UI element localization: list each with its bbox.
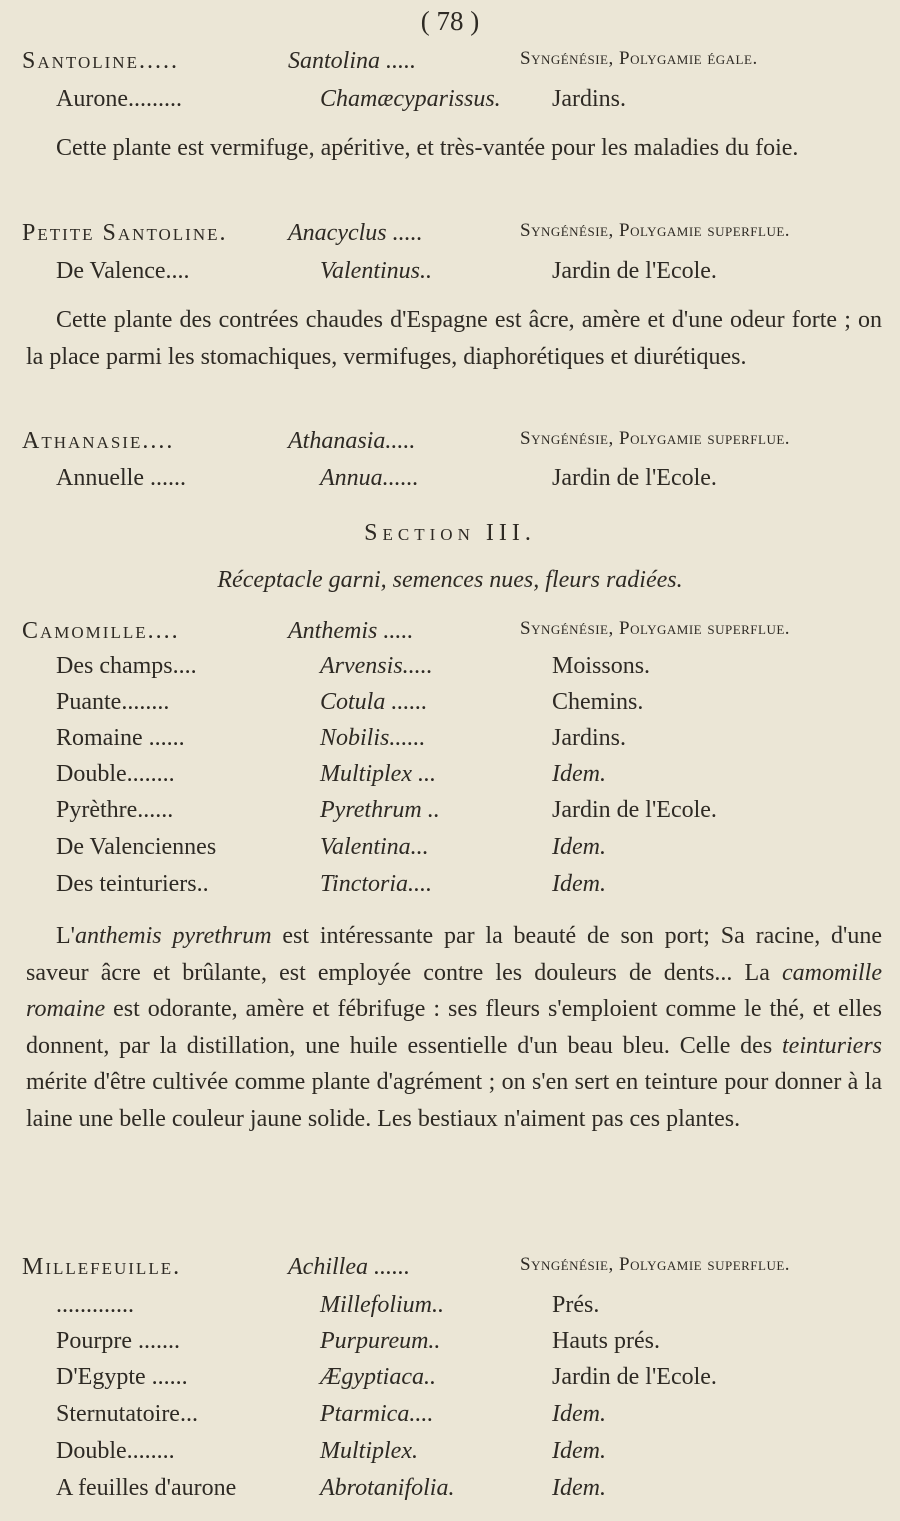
genus-french-name: Millefeuille. [22, 1254, 182, 1280]
note-camomille [26, 918, 882, 1138]
species-row [0, 1328, 900, 1364]
genus-french-name: Petite Santoline. [22, 220, 228, 246]
species-french-name: A feuilles d'aurone [56, 1475, 237, 1501]
species-latin-name: Tinctoria.... [320, 871, 433, 897]
species-french-name: Annuelle ...... [56, 465, 186, 491]
species-french-name: De Valenciennes [56, 834, 217, 860]
genus-row-athanasie [0, 428, 900, 464]
species-row [0, 1292, 900, 1328]
species-habitat: Idem. [552, 871, 606, 897]
species-row [0, 1364, 900, 1400]
note-text: est intéressante par la beauté de son port; Sa racine, d'une saveur âcre et brûlante, est employée contre les douleurs de dents... La [26, 923, 882, 986]
species-row [0, 465, 900, 501]
species-row [0, 86, 900, 122]
species-french-name: ............. [56, 1292, 134, 1318]
species-latin-name: Purpureum.. [320, 1328, 441, 1354]
species-row [0, 258, 900, 294]
species-french-name: Des teinturiers.. [56, 871, 209, 897]
genus-row-petite-santoline [0, 220, 900, 256]
section-heading: Section III. [364, 520, 536, 546]
species-french-name: Des champs.... [56, 653, 197, 679]
species-row [0, 797, 900, 833]
linnaean-class: Syngénésie, Polygamie superflue. [520, 1254, 791, 1275]
genus-french-name: Santoline..... [22, 48, 179, 74]
species-french-name: Double........ [56, 761, 175, 787]
species-latin-name: Millefolium.. [320, 1292, 444, 1318]
species-habitat: Hauts prés. [552, 1328, 660, 1354]
species-french-name: Sternutatoire... [56, 1401, 198, 1427]
species-habitat: Idem. [552, 1401, 606, 1427]
note-species-name: camomille romaine [26, 959, 882, 1023]
species-row [0, 871, 900, 907]
species-french-name: Puante........ [56, 689, 170, 715]
species-habitat: Idem. [552, 834, 606, 860]
species-habitat: Jardins. [552, 725, 626, 751]
species-latin-name: Nobilis...... [320, 725, 426, 751]
linnaean-class: Syngénésie, Polygamie égale. [520, 48, 758, 69]
species-latin-name: Valentina... [320, 834, 429, 860]
species-habitat: Jardins. [552, 86, 626, 112]
species-french-name: Romaine ...... [56, 725, 185, 751]
species-row [0, 1438, 900, 1474]
species-latin-name: Pyrethrum .. [320, 797, 440, 823]
species-habitat: Idem. [552, 761, 606, 787]
species-french-name: Pyrèthre...... [56, 797, 174, 823]
note-petite-santoline: Cette plante des contrées chaudes d'Espagne est âcre, amère et d'une odeur forte ; on la place parmi les stomachiques, vermifuges, diaphorétiques et diurétiques. [26, 307, 882, 370]
species-habitat: Jardin de l'Ecole. [552, 465, 717, 491]
species-latin-name: Chamæcyparissus. [320, 86, 501, 112]
linnaean-class: Syngénésie, Polygamie superflue. [520, 618, 791, 639]
species-latin-name: Arvensis..... [320, 653, 433, 679]
note-text: mérite d'être cultivée comme plante d'agrément ; on s'en sert en teinture pour donner à la laine une belle couleur jaune solide. Les bestiaux n'aiment pas ces plantes. [26, 1069, 882, 1132]
species-habitat: Jardin de l'Ecole. [552, 1364, 717, 1390]
species-latin-name: Abrotanifolia. [320, 1475, 455, 1501]
species-latin-name: Multiplex. [320, 1438, 418, 1464]
genus-latin-name: Anthemis ..... [288, 618, 414, 644]
genus-latin-name: Santolina ..... [288, 48, 417, 74]
genus-latin-name: Anacyclus ..... [288, 220, 423, 246]
note-species-name: anthemis pyrethrum [74, 923, 272, 949]
species-latin-name: Ægyptiaca.. [320, 1364, 436, 1390]
species-row [0, 689, 900, 725]
species-french-name: Aurone......... [56, 86, 182, 112]
species-row [0, 725, 900, 761]
species-row [0, 1475, 900, 1511]
note-text: est odorante, amère et fébrifuge : ses fleurs s'emploient comme le thé, et elles donnent, par la distillation, une huile essentielle d'un beau bleu. Celle des [26, 996, 882, 1059]
genus-french-name: Athanasie.... [22, 428, 175, 454]
species-latin-name: Valentinus.. [320, 258, 432, 284]
species-french-name: Double........ [56, 1438, 175, 1464]
species-row [0, 1401, 900, 1437]
genus-row-santoline [0, 48, 900, 84]
species-habitat: Idem. [552, 1475, 606, 1501]
species-row [0, 761, 900, 797]
species-row [0, 834, 900, 870]
note-santoline: Cette plante est vermifuge, apéritive, et très-vantée pour les maladies du foie. [56, 135, 799, 161]
genus-row-camomille [0, 618, 900, 654]
species-row [0, 653, 900, 689]
note-text: L' [56, 923, 75, 949]
species-habitat: Chemins. [552, 689, 644, 715]
species-habitat: Prés. [552, 1292, 600, 1318]
species-french-name: Pourpre ....... [56, 1328, 180, 1354]
species-latin-name: Ptarmica.... [320, 1401, 434, 1427]
species-latin-name: Cotula ...... [320, 689, 428, 715]
species-habitat: Jardin de l'Ecole. [552, 797, 717, 823]
note-species-name: teinturiers [782, 1032, 882, 1059]
genus-french-name: Camomille.... [22, 618, 180, 644]
linnaean-class: Syngénésie, Polygamie superflue. [520, 220, 791, 241]
species-habitat: Idem. [552, 1438, 606, 1464]
section-subtitle: Réceptacle garni, semences nues, fleurs radiées. [217, 567, 683, 593]
species-habitat: Jardin de l'Ecole. [552, 258, 717, 284]
species-french-name: D'Egypte ...... [56, 1364, 188, 1390]
species-latin-name: Annua...... [320, 465, 419, 491]
species-french-name: De Valence.... [56, 258, 190, 284]
genus-latin-name: Achillea ...... [288, 1254, 410, 1280]
genus-row-millefeuille [0, 1254, 900, 1290]
page-number: ( 78 ) [420, 6, 480, 36]
species-habitat: Moissons. [552, 653, 651, 679]
species-latin-name: Multiplex ... [320, 761, 436, 787]
genus-latin-name: Athanasia..... [288, 428, 416, 454]
linnaean-class: Syngénésie, Polygamie superflue. [520, 428, 791, 449]
